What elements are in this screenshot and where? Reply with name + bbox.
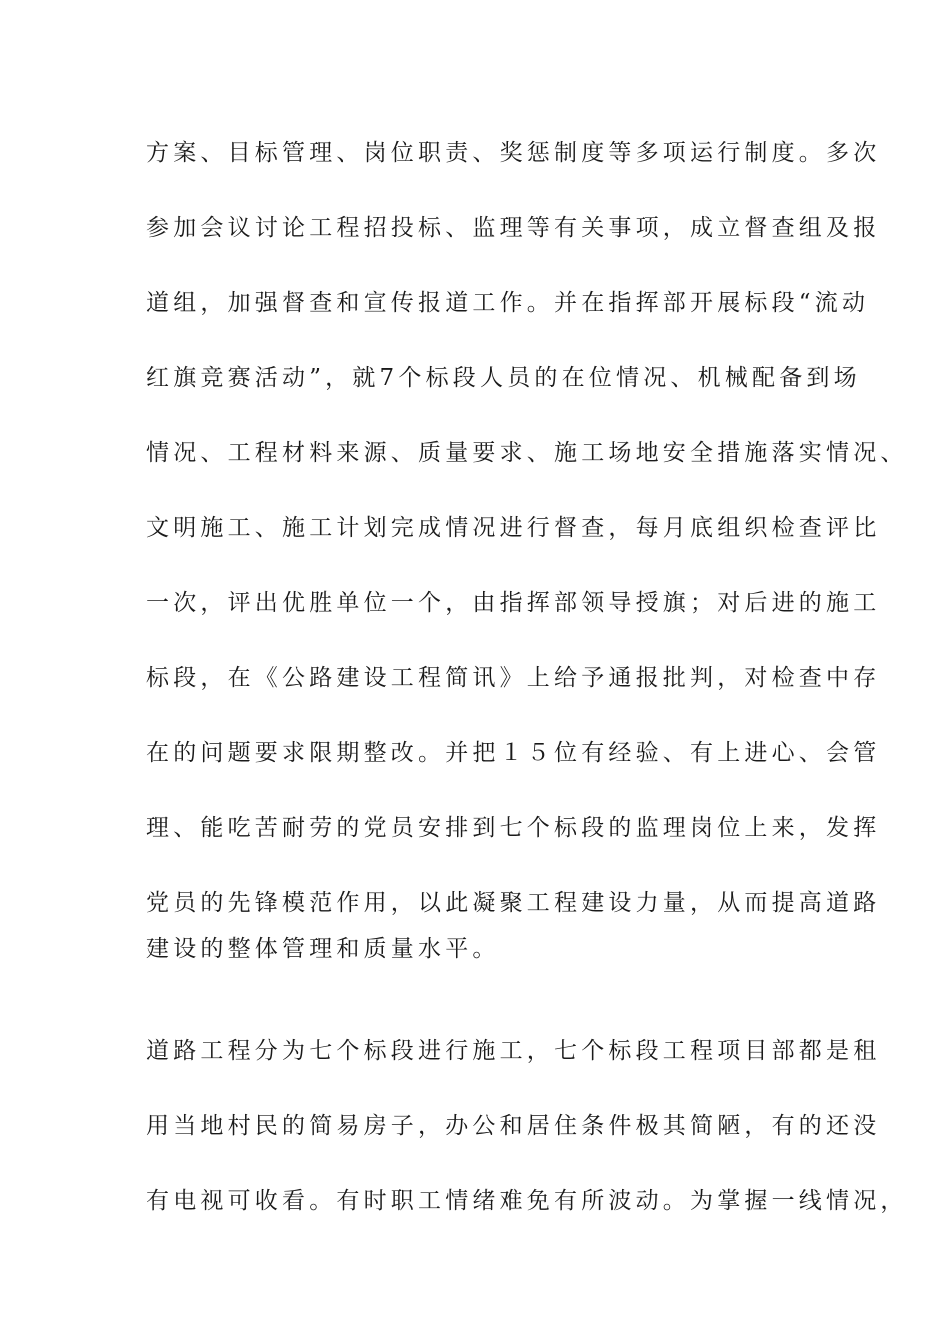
text-line: 一次，评出优胜单位一个，由指挥部领导授旗；对后进的施工 (146, 590, 881, 616)
text-line: 标段，在《公路建设工程简讯》上给予通报批判，对检查中存 (146, 665, 881, 691)
text-line: 道路工程分为七个标段进行施工，七个标段工程项目部都是租 (146, 1038, 881, 1064)
text-line: 有电视可收看。有时职工情绪难免有所波动。为掌握一线情况， (146, 1188, 908, 1214)
text-line: 红旗竞赛活动”，就7个标段人员的在位情况、机械配备到场 (146, 365, 861, 391)
text-line: 在的问题要求限期整改。并把１５位有经验、有上进心、会管 (146, 740, 881, 766)
text-line: 党员的先锋模范作用，以此凝聚工程建设力量，从而提高道路 (146, 890, 881, 916)
text-line: 用当地村民的简易房子，办公和居住条件极其简陋，有的还没 (146, 1113, 881, 1139)
text-line: 文明施工、施工计划完成情况进行督查，每月底组织检查评比 (146, 515, 881, 541)
text-line: 道组，加强督查和宣传报道工作。并在指挥部开展标段“流动 (146, 290, 870, 316)
text-line: 参加会议讨论工程招投标、监理等有关事项，成立督查组及报 (146, 215, 881, 241)
text-line: 建设的整体管理和质量水平。 (146, 936, 500, 962)
text-line: 方案、目标管理、岗位职责、奖惩制度等多项运行制度。多次 (146, 140, 881, 166)
text-line: 情况、工程材料来源、质量要求、施工场地安全措施落实情况、 (146, 440, 908, 466)
text-line: 理、能吃苦耐劳的党员安排到七个标段的监理岗位上来，发挥 (146, 815, 881, 841)
